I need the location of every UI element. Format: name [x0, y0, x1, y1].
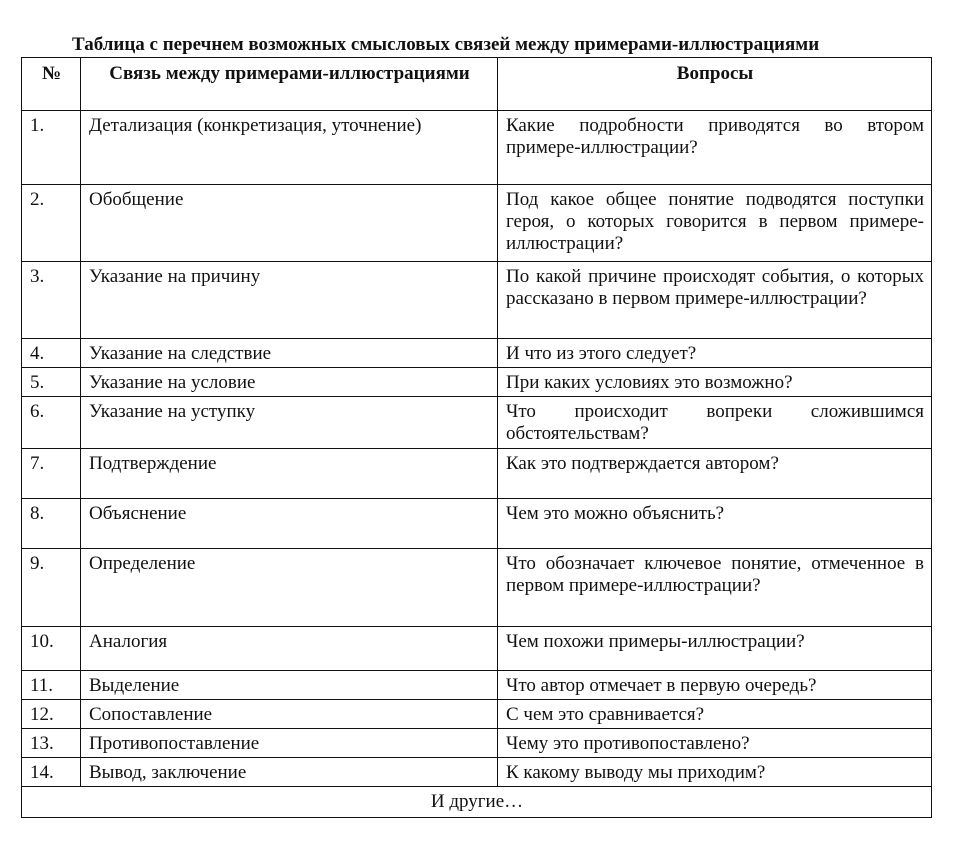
- row-question: Как это подтверждается автором?: [498, 449, 932, 499]
- row-question: Чему это противопоставлено?: [498, 729, 932, 758]
- row-num: 14.: [22, 758, 81, 787]
- row-link: Указание на условие: [81, 368, 498, 397]
- row-question: Какие подробности приводятся во втором примере-иллюстрации?: [498, 111, 932, 185]
- relations-table: [21, 57, 932, 818]
- footer-row: [22, 787, 932, 818]
- table-row: [22, 549, 932, 627]
- row-question: И что из этого следует?: [498, 339, 932, 368]
- table-row: [22, 758, 932, 787]
- row-num: 12.: [22, 700, 81, 729]
- row-question: По какой причине происходят события, о которых рассказано в первом примере-иллюстрации?: [498, 262, 932, 339]
- row-link: Указание на уступку: [81, 397, 498, 449]
- row-num: 8.: [22, 499, 81, 549]
- table-title: Таблица с перечнем возможных смысловых связей между примерами-иллюстрациями: [72, 34, 820, 55]
- row-question: Чем это можно объяснить?: [498, 499, 932, 549]
- row-link: Вывод, заключение: [81, 758, 498, 787]
- row-link: Детализация (конкретизация, уточнение): [81, 111, 498, 185]
- row-num: 7.: [22, 449, 81, 499]
- table-row: [22, 671, 932, 700]
- row-question: Чем похожи примеры-иллюстрации?: [498, 627, 932, 671]
- row-num: 2.: [22, 185, 81, 262]
- row-link: Выделение: [81, 671, 498, 700]
- row-link: Сопоставление: [81, 700, 498, 729]
- header-num: №: [22, 58, 81, 111]
- row-link: Подтверждение: [81, 449, 498, 499]
- row-question: С чем это сравнивается?: [498, 700, 932, 729]
- row-question: К какому выводу мы приходим?: [498, 758, 932, 787]
- table-row: [22, 368, 932, 397]
- table-row: [22, 111, 932, 185]
- table-row: [22, 729, 932, 758]
- row-num: 6.: [22, 397, 81, 449]
- row-link: Обобщение: [81, 185, 498, 262]
- row-num: 3.: [22, 262, 81, 339]
- table-row: [22, 339, 932, 368]
- row-link: Определение: [81, 549, 498, 627]
- row-num: 9.: [22, 549, 81, 627]
- row-question: Что обозначает ключевое понятие, отмеченное в первом примере-иллюстрации?: [498, 549, 932, 627]
- row-link: Объяснение: [81, 499, 498, 549]
- row-question: При каких условиях это возможно?: [498, 368, 932, 397]
- row-link: Противопоставление: [81, 729, 498, 758]
- row-link: Указание на причину: [81, 262, 498, 339]
- row-link: Указание на следствие: [81, 339, 498, 368]
- row-link: Аналогия: [81, 627, 498, 671]
- table-row: [22, 397, 932, 449]
- table-row: [22, 449, 932, 499]
- header-questions: Вопросы: [498, 58, 932, 111]
- row-num: 10.: [22, 627, 81, 671]
- row-num: 5.: [22, 368, 81, 397]
- table-row: [22, 499, 932, 549]
- table-row: [22, 262, 932, 339]
- footer-cell: И другие…: [22, 787, 932, 818]
- table-row: [22, 185, 932, 262]
- row-num: 11.: [22, 671, 81, 700]
- row-question: Что происходит вопреки сложившимся обстоятельствам?: [498, 397, 932, 449]
- row-question: Что автор отмечает в первую очередь?: [498, 671, 932, 700]
- row-num: 1.: [22, 111, 81, 185]
- table-row: [22, 700, 932, 729]
- row-question: Под какое общее понятие подводятся поступки героя, о которых говорится в первом примере-иллюстрации?: [498, 185, 932, 262]
- row-num: 13.: [22, 729, 81, 758]
- row-num: 4.: [22, 339, 81, 368]
- table-row: [22, 627, 932, 671]
- header-link: Связь между примерами-иллюстрациями: [81, 58, 498, 111]
- header-row: [22, 58, 932, 111]
